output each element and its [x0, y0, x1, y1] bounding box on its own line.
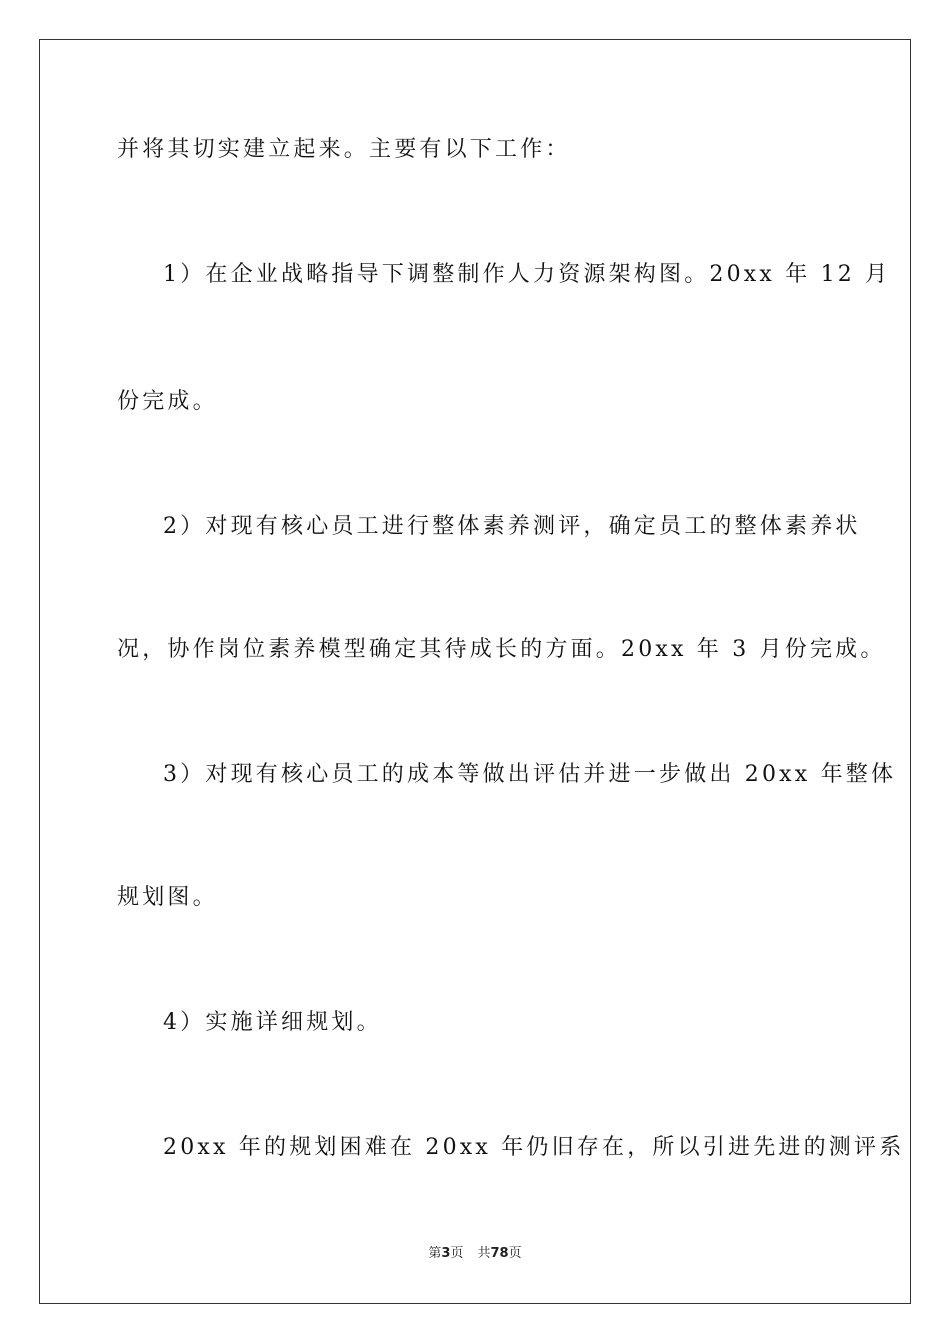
footer-total-pages: 78 [490, 1246, 509, 1261]
footer-page-suffix: 页 [450, 1246, 464, 1261]
footer-page-number: 3 [441, 1246, 451, 1261]
paragraph-line-5: 况，协作岗位素养模型确定其待成长的方面。20xx 年 3 月份完成。 [117, 637, 886, 662]
page-border [39, 39, 911, 1304]
footer-page-prefix: 第 [428, 1246, 442, 1261]
paragraph-line-7: 规划图。 [117, 885, 218, 910]
footer-total-prefix: 共 [477, 1246, 491, 1261]
paragraph-line-4: 2）对现有核心员工进行整体素养测评，确定员工的整体素养状 [163, 514, 861, 539]
paragraph-line-3: 份完成。 [117, 389, 218, 414]
paragraph-line-9: 20xx 年的规划困难在 20xx 年仍旧存在，所以引进先进的测评系 [163, 1135, 905, 1160]
paragraph-line-2: 1）在企业战略指导下调整制作人力资源架构图。20xx 年 12 月 [163, 262, 891, 287]
paragraph-line-8: 4）实施详细规划。 [163, 1010, 382, 1035]
paragraph-line-6: 3）对现有核心员工的成本等做出评估并进一步做出 20xx 年整体 [163, 762, 897, 787]
footer-total-suffix: 页 [508, 1246, 522, 1261]
page-footer [0, 1245, 950, 1263]
paragraph-line-1: 并将其切实建立起来。主要有以下工作： [117, 137, 571, 162]
